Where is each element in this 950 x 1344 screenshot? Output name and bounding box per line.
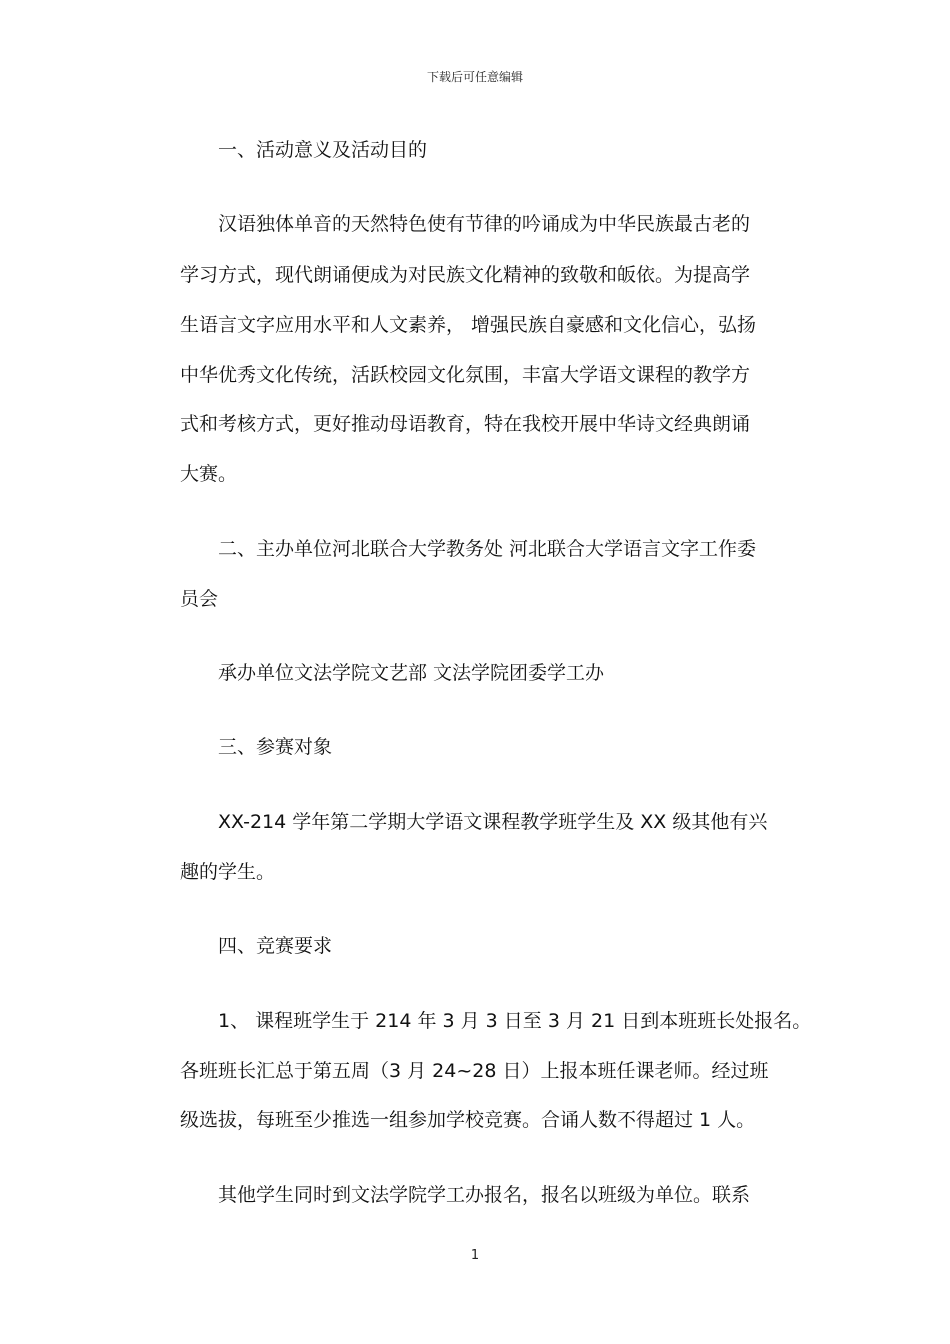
- paragraph-line: 各班班长汇总于第五周（3 月 24~28 日）上报本班任课老师。经过班: [180, 1060, 769, 1082]
- section-heading-4: 四、竞赛要求: [218, 935, 333, 957]
- paragraph-line: 中华优秀文化传统，活跃校园文化氛围，丰富大学语文课程的教学方: [180, 364, 751, 386]
- page-header-note: 下载后可任意编辑: [426, 70, 523, 84]
- paragraph-line: 学习方式，现代朗诵便成为对民族文化精神的致敬和皈依。为提高学: [180, 264, 751, 286]
- page-number: 1: [470, 1248, 480, 1263]
- section-heading-2: 二、主办单位河北联合大学教务处 河北联合大学语言文字工作委: [218, 538, 757, 560]
- paragraph-line: 大赛。: [180, 463, 238, 485]
- paragraph-line: 级选拔，每班至少推选一组参加学校竞赛。合诵人数不得超过 1 人。: [180, 1109, 756, 1131]
- paragraph-line: 生语言文字应用水平和人文素养， 增强民族自豪感和文化信心，弘扬: [180, 314, 757, 336]
- paragraph-line: 式和考核方式，更好推动母语教育，特在我校开展中华诗文经典朗诵: [180, 413, 751, 435]
- paragraph-line: XX-214 学年第二学期大学语文课程教学班学生及 XX 级其他有兴: [218, 811, 768, 833]
- paragraph-line: 趣的学生。: [180, 861, 276, 883]
- paragraph-line: 1、 课程班学生于 214 年 3 月 3 日至 3 月 21 日到本班班长处报名。: [218, 1010, 812, 1032]
- section-heading-1: 一、活动意义及活动目的: [218, 139, 428, 161]
- section-heading-3: 三、参赛对象: [218, 736, 333, 758]
- paragraph-line: 其他学生同时到文法学院学工办报名，报名以班级为单位。联系: [218, 1184, 751, 1206]
- paragraph-line: 员会: [180, 588, 219, 610]
- paragraph-line: 承办单位文法学院文艺部 文法学院团委学工办: [218, 662, 605, 684]
- paragraph-line: 汉语独体单音的天然特色使有节律的吟诵成为中华民族最古老的: [218, 213, 751, 235]
